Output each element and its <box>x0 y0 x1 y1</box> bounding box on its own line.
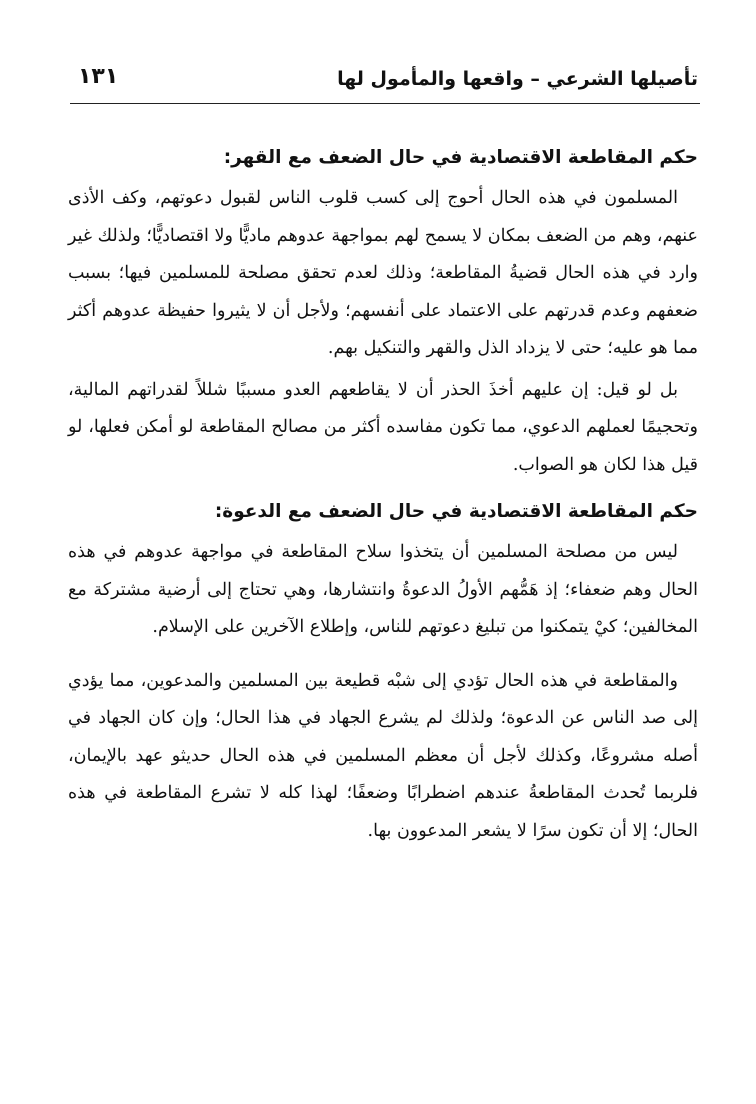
paragraph: بل لو قيل: إن عليهم أخذَ الحذر أن لا يقاطعهم العدو مسببًا شللاً لقدراتهم المالية، وتحجيمًا لعملهم الدعوي، مما تكون مفاسده أكثر من مصالح المقاطعة لو أمكن فعلها، لو قيل هذا لكان هو الصواب. <box>68 379 698 475</box>
section-coercion <box>68 140 698 484</box>
page-body <box>68 140 698 850</box>
section-heading: حكم المقاطعة الاقتصادية في حال الضعف مع الدعوة: <box>214 501 698 522</box>
header-rule <box>70 103 700 104</box>
running-title: تأصيلها الشرعي – واقعها والمأمول لها <box>337 68 698 90</box>
section-heading: حكم المقاطعة الاقتصادية في حال الضعف مع القهر: <box>223 147 698 168</box>
paragraph: والمقاطعة في هذه الحال تؤدي إلى شبْه قطيعة بين المسلمين والمدعوين، مما يؤدي إلى صد الناس عن الدعوة؛ ولذلك لم يشرع الجهاد في هذا الحال؛ وإن كان الجهاد في أصله مشروعًا، وكذلك لأجل أن معظم المسلمين في هذه الحال حديثو عهد بالإيمان، فلربما تُحدث المقاطعةُ عندهم اضطرابًا وضعفًا؛ لهذا كله لا تشرع المقاطعة في هذه الحال؛ إلا أن تكون سرًا لا يشعر المدعوون بها. <box>68 670 698 841</box>
paragraph: المسلمون في هذه الحال أحوج إلى كسب قلوب الناس لقبول دعوتهم، وكف الأذى عنهم، وهم من الضعف بمكان لا يسمح لهم بمواجهة عدوهم ماديًّا ولا اقتصاديًّا؛ ولذلك غير وارد في هذه الحال قضيةُ المقاطعة؛ وذلك لعدم تحقق مصلحة للمسلمين فيها؛ بسبب ضعفهم وعدم قدرتهم على الاعتماد على أنفسهم؛ ولأجل أن لا يثيروا حفيظة عدوهم أكثر مما هو عليه؛ حتى لا يزداد الذل والقهر والتنكيل بهم. <box>68 188 698 358</box>
paragraph: ليس من مصلحة المسلمين أن يتخذوا سلاح المقاطعة في مواجهة عدوهم في هذه الحال وهم ضعفاء؛ إذ هَمُّهم الأولُ الدعوةُ وانتشارها، وهي تحتاج إلى أرضية مشتركة مع المخالفين؛ كيْ يتمكنوا من تبليغ دعوتهم للناس، وإطلاع الآخرين على الإسلام. <box>68 542 698 637</box>
page-number: ١٣١ <box>78 64 119 89</box>
section-dawah <box>68 494 698 850</box>
